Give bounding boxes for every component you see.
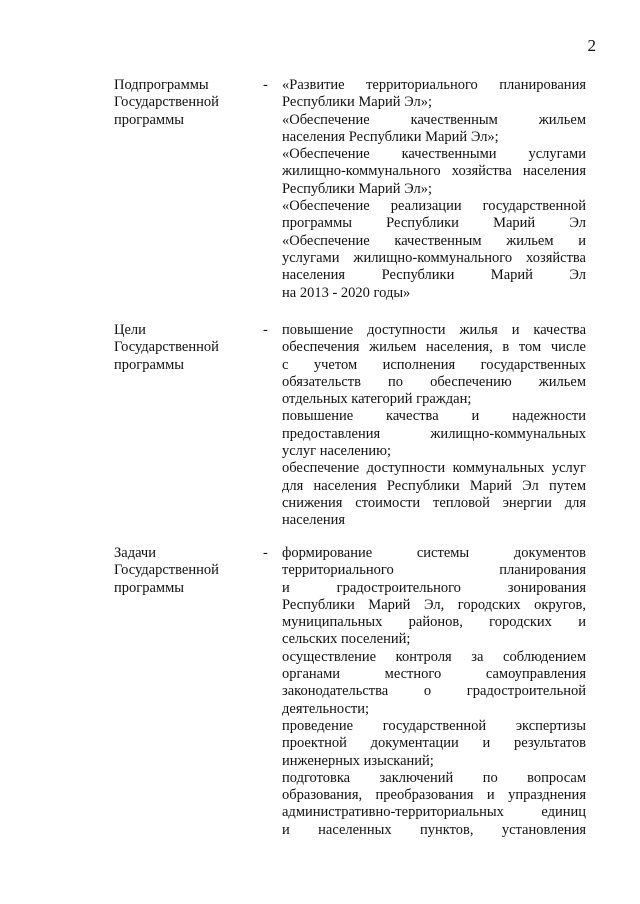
- page-number: 2: [587, 36, 596, 55]
- text-line: повышение качества и надежности: [282, 408, 586, 425]
- text-line: отдельных категорий граждан;: [282, 391, 472, 408]
- section-content: [282, 545, 586, 839]
- dash-separator: -: [263, 545, 268, 561]
- section-label: [114, 322, 264, 374]
- text-line: образования, преобразования и упразднения: [282, 787, 586, 804]
- text-line: населения Республики Марий Эл»;: [282, 128, 499, 145]
- text-line: населения: [282, 512, 346, 529]
- text-line: законодательства о градостроительной: [282, 683, 586, 700]
- label-line: Цели: [114, 322, 146, 338]
- text-line: для населения Республики Марий Эл путем: [282, 477, 586, 494]
- text-line: формирование системы документов: [282, 545, 586, 561]
- text-line: инженерных изысканий;: [282, 752, 434, 769]
- text-line: предоставления жилищно-коммунальных: [282, 425, 586, 442]
- text-line: услугами жилищно-коммунального хозяйства: [282, 249, 586, 266]
- label-line: Задачи: [114, 545, 156, 561]
- text-line: повышение доступности жилья и качества: [282, 322, 586, 338]
- text-line: «Обеспечение качественным жильем и: [282, 232, 586, 249]
- text-line: административно-территориальных единиц: [282, 804, 586, 821]
- label-line: Государственной: [114, 562, 219, 579]
- text-line: населения Республики Марий Эл: [282, 267, 586, 284]
- text-line: муниципальных районов, городских и: [282, 614, 586, 631]
- text-line: «Обеспечение качественными услугами: [282, 146, 586, 163]
- dash-separator: -: [263, 322, 268, 338]
- text-line: обязательств по обеспечению жильем: [282, 373, 586, 390]
- text-line: территориального планирования: [282, 562, 586, 579]
- text-line: «Обеспечение качественным жильем: [282, 111, 586, 128]
- label-line: программы: [114, 356, 184, 373]
- text-line: деятельности;: [282, 700, 370, 717]
- text-line: проведение государственной экспертизы: [282, 717, 586, 734]
- label-line: Государственной: [114, 94, 219, 111]
- label-line: Подпрограммы: [114, 77, 209, 93]
- text-line: «Развитие территориального планирования: [282, 77, 586, 93]
- text-line: проектной документации и результатов: [282, 735, 586, 752]
- section-label: [114, 77, 264, 129]
- section-label: [114, 545, 264, 597]
- text-line: программы Республики Марий Эл: [282, 215, 586, 232]
- dash-separator: -: [263, 77, 268, 93]
- section-content: [282, 322, 586, 530]
- text-line: обеспечение доступности коммунальных услуг: [282, 460, 586, 477]
- section-content: [282, 77, 586, 302]
- text-line: снижения стоимости тепловой энергии для: [282, 494, 586, 511]
- text-line: и градостроительного зонирования: [282, 579, 586, 596]
- text-line: осуществление контроля за соблюдением: [282, 648, 586, 665]
- text-line: и населенных пунктов, установления: [282, 821, 586, 838]
- label-line: Государственной: [114, 339, 219, 356]
- text-line: на 2013 - 2020 годы»: [282, 284, 411, 301]
- text-line: Республики Марий Эл, городских округов,: [282, 596, 586, 613]
- label-line: программы: [114, 111, 184, 128]
- text-line: Республики Марий Эл»;: [282, 94, 432, 111]
- text-line: сельских поселений;: [282, 631, 411, 648]
- text-line: «Обеспечение реализации государственной: [282, 198, 586, 215]
- text-line: жилищно-коммунального хозяйства населения: [282, 163, 586, 180]
- text-line: органами местного самоуправления: [282, 666, 586, 683]
- text-line: услуг населению;: [282, 443, 392, 460]
- text-line: подготовка заключений по вопросам: [282, 769, 586, 786]
- text-line: с учетом исполнения государственных: [282, 356, 586, 373]
- text-line: обеспечения жильем населения, в том числе: [282, 339, 586, 356]
- text-line: Республики Марий Эл»;: [282, 180, 432, 197]
- label-line: программы: [114, 579, 184, 596]
